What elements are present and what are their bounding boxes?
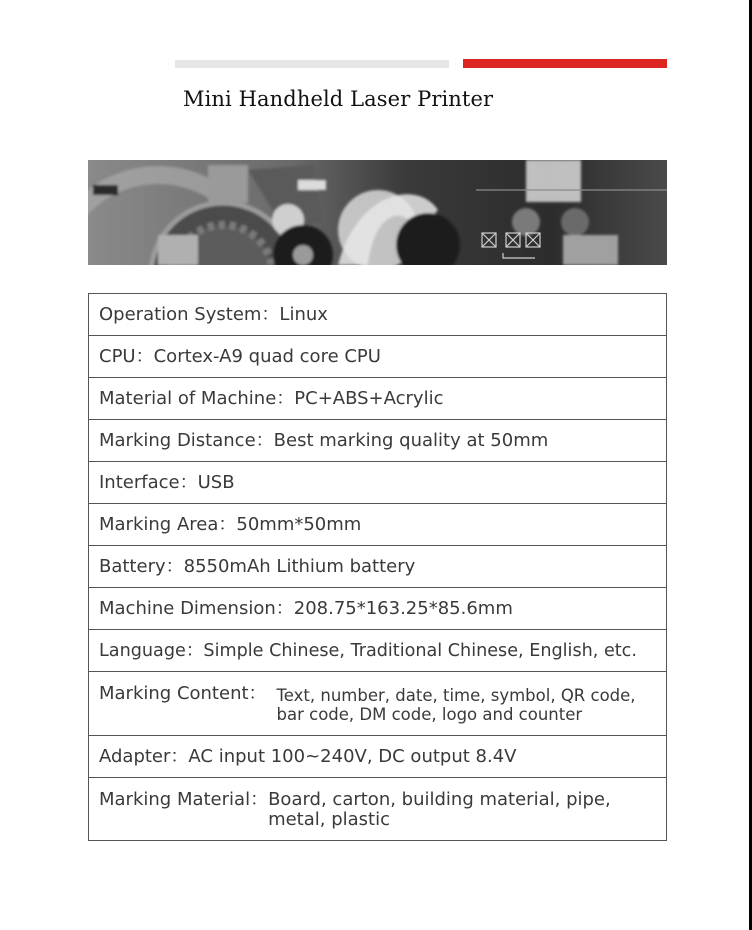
spec-label: Machine Dimension： (99, 597, 294, 619)
spec-value: 208.75*163.25*85.6mm (293, 597, 513, 619)
spec-label: Adapter： (99, 745, 189, 767)
spec-value: Linux (279, 303, 328, 325)
spec-row-cpu (89, 336, 666, 378)
spec-label: Language： (99, 640, 204, 661)
spec-row-marking-area (89, 504, 666, 546)
spec-label: Interface： (99, 471, 198, 493)
spec-row-battery (89, 546, 666, 588)
spec-label: Marking Content： (99, 683, 267, 704)
spec-value: Simple Chinese, Traditional Chinese, English, etc. (203, 640, 637, 661)
spec-label: Marking Material： (99, 789, 269, 810)
spec-label: Operation System： (99, 303, 280, 325)
spec-value: Best marking quality at 50mm (273, 429, 549, 451)
spec-value: AC input 100~240V, DC output 8.4V (188, 745, 517, 767)
spec-value-line: Board, carton, building material, pipe, (268, 789, 611, 810)
spec-row-marking-distance (89, 420, 666, 462)
spec-row-adapter (89, 736, 666, 778)
spec-value: 50mm*50mm (236, 513, 362, 535)
spec-value-line: Text, number, date, time, symbol, QR code, (276, 686, 636, 705)
spec-row-marking-material (89, 778, 666, 840)
spec-value: PC+ABS+Acrylic (294, 387, 444, 409)
spec-value (268, 790, 611, 830)
spec-label: Marking Area： (99, 513, 237, 535)
spec-value-line: bar code, DM code, logo and counter (276, 705, 583, 724)
spec-row-operation-system (89, 294, 666, 336)
spec-table (88, 293, 667, 841)
page-title: Mini Handheld Laser Printer (183, 87, 494, 111)
spec-label: Battery： (99, 555, 184, 577)
product-banner-image (88, 160, 667, 265)
spec-row-interface (89, 462, 666, 504)
spec-value: 8550mAh Lithium battery (183, 555, 416, 577)
spec-label: Material of Machine： (99, 387, 295, 409)
header-divider-gray (175, 60, 449, 68)
spec-value: USB (197, 471, 235, 493)
spec-value-line: metal, plastic (268, 809, 391, 830)
header-accent-bar (463, 59, 667, 68)
spec-row-marking-content (89, 672, 666, 736)
spec-row-language (89, 630, 666, 672)
spec-value (267, 684, 636, 724)
spec-row-machine-dimension (89, 588, 666, 630)
spec-value: Cortex-A9 quad core CPU (153, 345, 381, 367)
spec-label: CPU： (99, 345, 154, 367)
spec-label: Marking Distance： (99, 429, 274, 451)
spec-row-material-of-machine (89, 378, 666, 420)
